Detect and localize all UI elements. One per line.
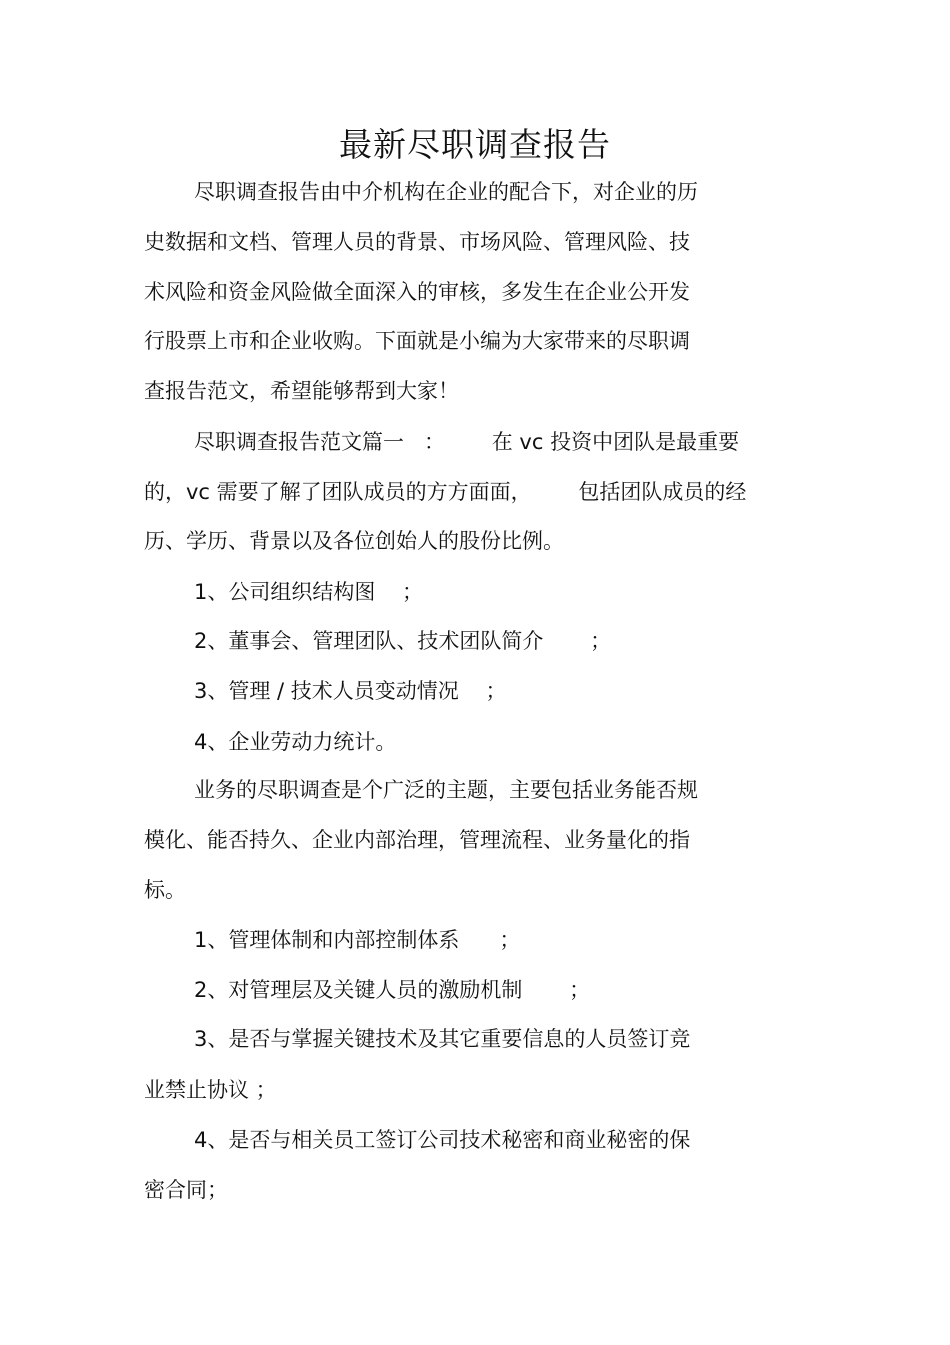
list1-item-3: 3、管理 / 技术人员变动情况 ； [194, 679, 507, 703]
list2-item-3: 3、是否与掌握关键技术及其它重要信息的人员签订竞 [194, 1027, 691, 1051]
section2-line-1: 业务的尽职调查是个广泛的主题，主要包括业务能否规 [194, 778, 698, 802]
list1-item-1: 1、公司组织结构图 ； [194, 580, 424, 604]
list2-item-3-cont: 业禁止协议 ； [144, 1078, 277, 1102]
list1-item-2: 2、董事会、管理团队、技术团队简介 ； [194, 629, 612, 653]
list2-item-4-cont: 密合同； [144, 1178, 228, 1202]
intro-line-5: 查报告范文，希望能够帮到大家！ [144, 379, 459, 403]
section2-line-2: 模化、能否持久、企业内部治理，管理流程、业务量化的指 [144, 828, 690, 852]
list2-item-2: 2、对管理层及关键人员的激励机制 ； [194, 978, 591, 1002]
intro-line-2: 史数据和文档、管理人员的背景、市场风险、管理风险、技 [144, 230, 690, 254]
section1-line-1: 尽职调查报告范文篇一 ： 在 vc 投资中团队是最重要 [194, 430, 740, 454]
intro-line-3: 术风险和资金风险做全面深入的审核，多发生在企业公开发 [144, 280, 690, 304]
list2-item-4: 4、是否与相关员工签订公司技术秘密和商业秘密的保 [194, 1128, 691, 1152]
section2-line-3: 标。 [144, 878, 186, 902]
list1-item-4: 4、企业劳动力统计。 [194, 730, 397, 754]
section1-line-2: 的，vc 需要了解了团队成员的方方面面， 包括团队成员的经 [144, 480, 747, 504]
document-title: 最新尽职调查报告 [339, 125, 611, 164]
list2-item-1: 1、管理体制和内部控制体系 ； [194, 928, 521, 952]
section1-line-3: 历、学历、背景以及各位创始人的股份比例。 [144, 529, 564, 553]
intro-line-1: 尽职调查报告由中介机构在企业的配合下，对企业的历 [194, 180, 698, 204]
intro-line-4: 行股票上市和企业收购。下面就是小编为大家带来的尽职调 [144, 329, 690, 353]
